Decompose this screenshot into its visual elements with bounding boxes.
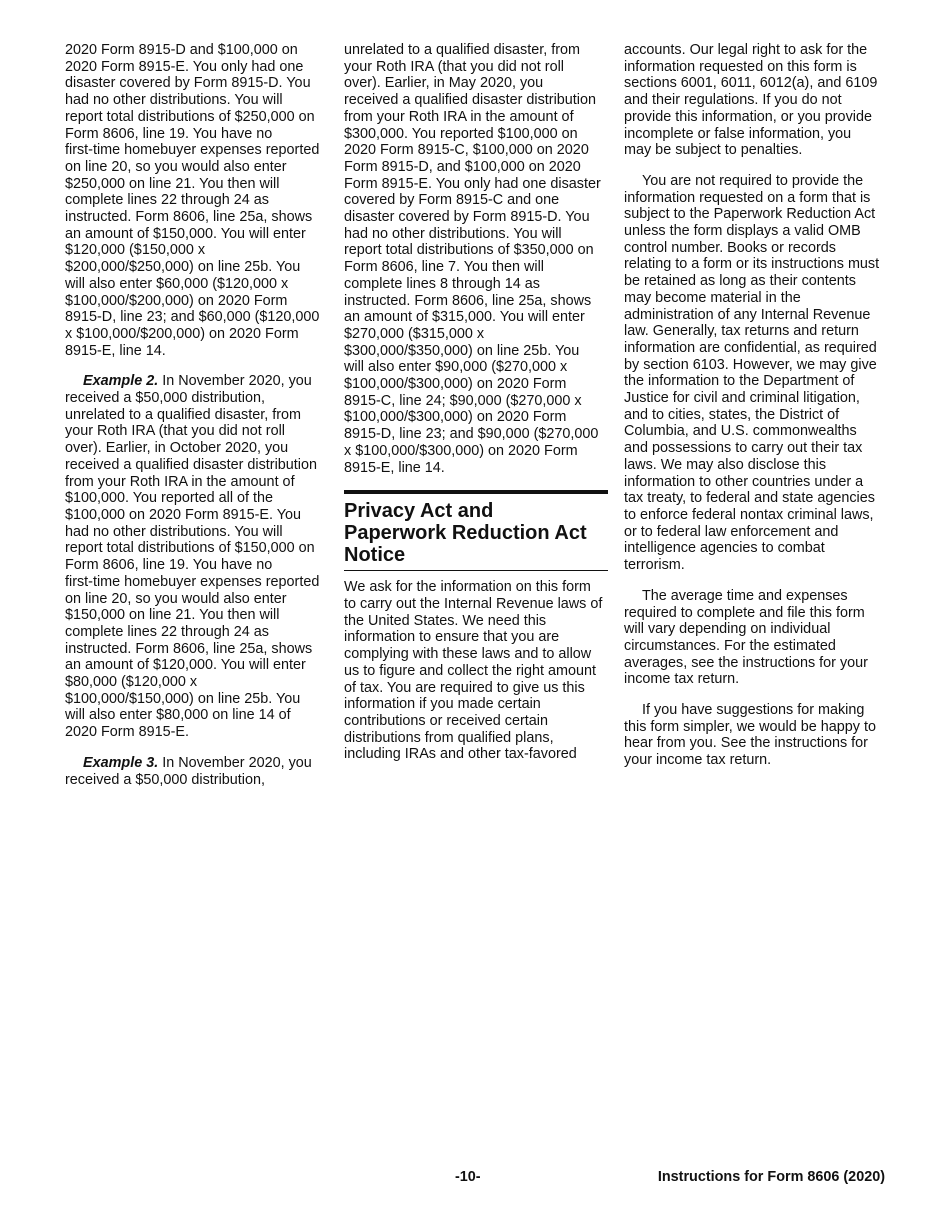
- time-estimate-paragraph: The average time and expenses required to complete and file this form will vary depending on individual circumstances. For the estimated averages, see the instructions for your income tax return.: [624, 587, 868, 688]
- example-3-continued: unrelated to a qualified disaster, from your Roth IRA (that you did not roll over). Earlier, in May 2020, you received a qualified disaster distribution from your Roth IRA in the amount of $300,000. You reported $100,000 on 2020 Form 8915-C, $100,000 on 2020 Form 8915-D, and $100,000 on 2020 Form 8915-E. You only had one disaster covered by Form 8915-C and one disaster covered by Form 8915-D. You had no other distributions. You will report total distributions of $350,000 on Form 8606, line 7. You then will complete lines 8 through 14 as instructed. Form 8606, line 25a, shows an amount of $315,000. You will enter $270,000 ($315,000 x $300,000/$350,000) on line 25b. You will also enter $90,000 ($270,000 x $100,000/$300,000) on 2020 Form 8915-C, line 24; $90,000 ($270,000 x $100,000/$300,000) on 2020 Form 8915-D, line 23; and $90,000 ($270,000 x $100,000/$300,000) on 2020 Form 8915-E, line 14.: [344, 42, 601, 476]
- text-column-3: [624, 42, 886, 783]
- privacy-paragraph: We ask for the information on this form to carry out the Internal Revenue laws of the United States. We need this information to ensure that you are complying with these laws and to allow us to figure and collect the right amount of tax. You are required to give us this information if you made certain contributions or received certain distributions from qualified plans, including IRAs and other tax-favored: [344, 579, 603, 763]
- paperwork-paragraph: You are not required to provide the information requested on a form that is subject to the Paperwork Reduction Act unless the form displays a valid OMB control number. Books or records relating to a form or its instructions must be retained as long as their contents may become material in the administration of any Internal Revenue law. Generally, tax returns and return information are confidential, as required by section 6103. However, we may give the information to the Department of Justice for civil and criminal litigation, and to cities, states, the District of Columbia, and U.S. commonwealths and possessions to carry out their tax laws. We may also disclose this information to other countries under a tax treaty, to federal and state agencies to enforce federal nontax criminal laws, or to federal law enforcement and intelligence agencies to combat terrorism.: [624, 172, 880, 574]
- example-2-paragraph: [65, 373, 327, 740]
- paragraph-continued: 2020 Form 8915-D and $100,000 on 2020 Form 8915-E. You only had one disaster covered by Form 8915-D. You had no other distributions. You will report total distributions of $250,000 on Form 8606, line 19. You have no first-time homebuyer expenses reported on line 20, so you would also enter $250,000 on line 21. You then will complete lines 22 through 24 as instructed. Form 8606, line 25a, shows an amount of $150,000. You will enter $120,000 ($150,000 x $200,000/$250,000) on line 25b. You will also enter $60,000 ($120,000 x $100,000/$200,000) on 2020 Form 8915-D, line 23; and $60,000 ($120,000 x $100,000/$200,000) on 2020 Form 8915-E, line 14.: [65, 42, 320, 359]
- page-number: -10-: [455, 1169, 481, 1185]
- section-top-rule: [344, 490, 608, 494]
- text-column-2: [344, 42, 608, 777]
- example-2-label: Example 2.: [83, 373, 159, 390]
- privacy-paragraph-continued: accounts. Our legal right to ask for the information requested on this form is sections 6001, 6011, 6012(a), and 6109 and their regulations. If you do not provide this information, or you provide incomplete or false information, you may be subject to penalties.: [624, 42, 878, 159]
- section-heading: Privacy Act and Paperwork Reduction Act Notice: [344, 500, 587, 567]
- example-2-text: In November 2020, you received a $50,000 distribution, unrelated to a qualified disaster, from your Roth IRA (that you did not roll over). Earlier, in October 2020, you received a qualified disaster distribution from your Roth IRA in the amount of $100,000. You reported all of the $100,000 on 2020 Form 8915-E. You had no other distributions. You will report total distributions of $150,000 on Form 8606, line 19. You have no first-time homebuyer expenses reported on line 20, so you would also enter $150,000 on line 21. You then will complete lines 22 through 24 as instructed. Form 8606, line 25a, shows an amount of $120,000. You will enter $80,000 ($120,000 x $100,000/$150,000) on line 25b. You will also enter $80,000 on line 14 of 2020 Form 8915-E.: [65, 373, 320, 741]
- footer-title: Instructions for Form 8606 (2020): [657, 1169, 885, 1185]
- section-heading-underline: [344, 570, 608, 571]
- example-3-paragraph: [65, 755, 327, 788]
- example-3-label: Example 3.: [83, 754, 159, 771]
- text-column-1: [65, 42, 327, 802]
- suggestions-paragraph: If you have suggestions for making this form simpler, we would be happy to hear from you. See the instructions for your income tax return.: [624, 702, 876, 769]
- example-3-text: In November 2020, you received a $50,000 distribution,: [65, 754, 312, 788]
